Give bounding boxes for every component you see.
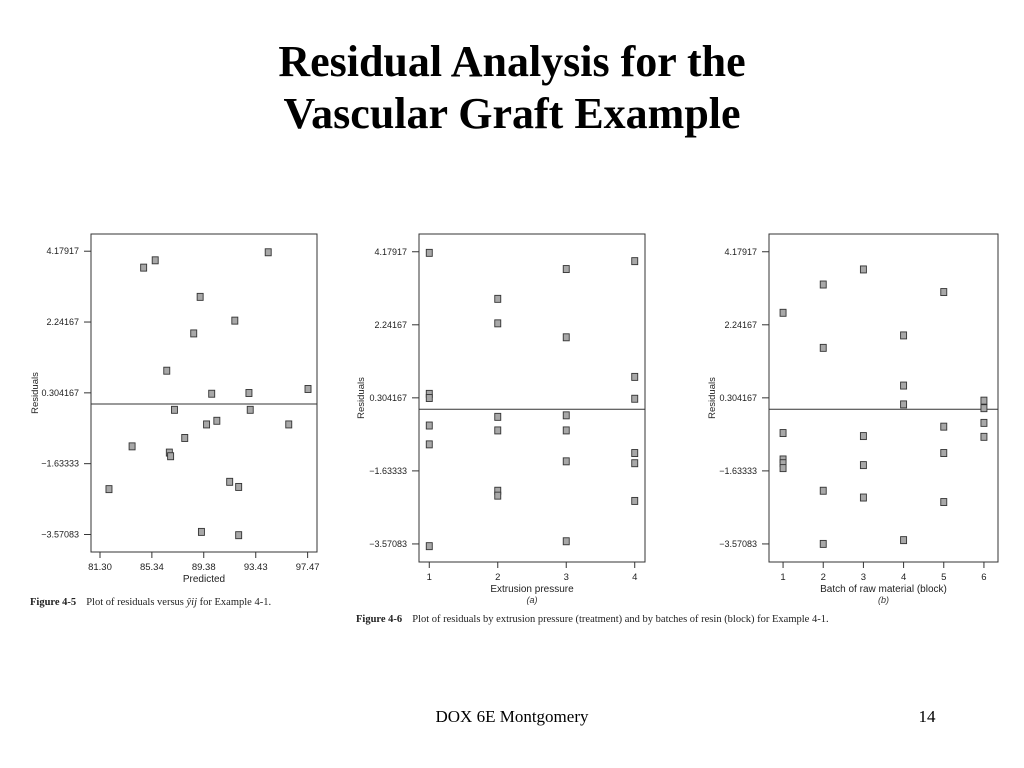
chart2-data-point [426,395,432,402]
chart3-y-tick-label: −3.57083 [719,538,757,549]
chart3-data-point [820,344,826,351]
chart1-data-point [168,453,174,460]
chart2-data-point [632,258,638,265]
chart3-data-point [901,332,907,339]
figure-4-5-label: Figure 4-5 [30,597,77,608]
chart3-data-point [860,266,866,273]
figure-4-5-text-before: Plot of residuals versus [86,597,187,608]
chart3-subcaption: (b) [878,595,889,605]
chart3-data-point [981,397,987,404]
chart2-y-axis-label: Residuals [356,377,367,419]
chart2-data-point [632,373,638,380]
chart1-x-tick-label: 89.38 [191,562,216,573]
chart1-x-axis-label: Predicted [182,574,226,585]
chart2-data-point [632,395,638,402]
chart2-data-point [563,412,569,419]
chart3-data-point [780,430,786,437]
chart1-data-point [232,317,238,324]
chart3-data-point [941,450,947,457]
chart1-x-tick-label: 93.43 [243,562,268,573]
chart3-data-point [860,462,866,469]
chart1-data-point [152,257,158,264]
title-line-2: Vascular Graft Example [283,89,741,138]
figure-4-6-label: Figure 4-6 [356,614,403,625]
figure-4-5-text-after: for Example 4-1. [197,597,272,608]
chart1-data-point [236,483,242,490]
chart3-y-axis-label: Residuals [707,377,718,419]
chart3-data-point [820,281,826,288]
chart1-y-tick-label: 0.304167 [41,387,79,398]
chart3-data-point [941,289,947,296]
chart3-y-tick-label: 2.24167 [724,319,757,330]
chart1-data-point [141,264,147,271]
chart2-frame [419,234,645,562]
chart2-data-point [563,538,569,545]
chart2-x-tick-label: 2 [495,572,501,583]
chart3-data-point [901,382,907,389]
chart3-data-point [981,419,987,426]
chart1-y-tick-label: 4.17917 [46,246,79,257]
chart2-data-point [632,450,638,457]
chart1-data-point [227,478,233,485]
chart3-data-point [860,433,866,440]
chart3-y-tick-label: −1.63333 [719,465,757,476]
chart1-data-point [204,421,210,428]
chart1-y-tick-label: −3.57083 [41,529,79,540]
chart2-y-tick-label: 4.17917 [374,246,407,257]
chart3-frame [769,234,998,562]
chart3-x-tick-label: 1 [780,572,786,583]
figure-4-6-caption [356,614,829,625]
chart1-y-tick-label: 2.24167 [46,317,79,328]
chart3-x-axis-label: Batch of raw material (block) [820,584,947,595]
chart3-x-tick-label: 6 [981,572,987,583]
chart3-data-point [981,433,987,440]
chart2-data-point [632,460,638,467]
chart2-subcaption: (a) [526,595,538,605]
chart3-y-tick-label: 0.304167 [719,392,757,403]
chart1-data-point [197,293,203,300]
chart2-y-tick-label: −3.57083 [369,538,407,549]
chart1-data-point [305,385,311,392]
chart1-y-axis-label: Residuals [30,372,41,414]
chart2-data-point [426,543,432,550]
chart1-data-point [164,367,170,374]
chart1-data-point [171,406,177,413]
chart1-frame [91,234,317,552]
chart2-data-point [495,295,501,302]
chart3-data-point [820,540,826,547]
chart3-data-point [780,309,786,316]
chart3-x-tick-label: 4 [900,572,907,583]
chart3-data-point [901,401,907,408]
figure-4-6-text: Plot of residuals by extrusion pressure (treatment) and by batches of resin (block) for Example 4-1. [412,614,829,625]
chart2-x-tick-label: 1 [426,572,432,583]
chart2-y-tick-label: 0.304167 [369,392,407,403]
chart1-y-tick-label: −1.63333 [41,458,79,469]
chart1-data-point [129,443,135,450]
chart2-data-point [563,266,569,273]
chart1-data-point [236,532,242,539]
chart2-data-point [495,492,501,499]
chart1-data-point [182,434,188,441]
chart2-data-point [563,427,569,434]
chart3-data-point [901,537,907,544]
chart2-data-point [495,413,501,420]
title-line-1: Residual Analysis for the [278,37,746,86]
chart3-y-tick-label: 4.17917 [724,246,757,257]
chart2-data-point [426,249,432,256]
chart3-data-point [780,465,786,472]
chart2-data-point [563,334,569,341]
chart2-x-tick-label: 3 [563,572,569,583]
chart1-data-point [214,417,220,424]
figure-4-5-symbol: ŷij [186,597,198,608]
chart3-data-point [941,499,947,506]
chart3-x-tick-label: 2 [820,572,826,583]
chart2-data-point [426,422,432,429]
chart2-data-point [426,441,432,448]
chart2-data-point [495,320,501,327]
chart1-data-point [247,406,253,413]
chart2-x-axis-label: Extrusion pressure [490,584,574,595]
chart3-data-point [860,494,866,501]
chart1-data-point [265,249,271,256]
figure-4-5-caption [30,597,271,608]
footer-text: DOX 6E Montgomery [435,707,589,726]
page-number: 14 [918,707,936,726]
chart3-data-point [820,487,826,494]
chart1-data-point [198,528,204,535]
chart3-x-tick-label: 5 [941,572,947,583]
chart1-x-tick-label: 97.47 [295,562,320,573]
chart1-data-point [106,486,112,493]
chart1-x-tick-label: 81.30 [88,562,112,573]
chart1-data-point [209,390,215,397]
chart2-x-tick-label: 4 [632,572,638,583]
chart2-y-tick-label: 2.24167 [374,319,407,330]
chart3-data-point [981,405,987,412]
chart2-data-point [563,458,569,465]
chart1-data-point [191,330,197,337]
chart2-data-point [495,427,501,434]
chart1-x-tick-label: 85.34 [139,562,164,573]
chart2-y-tick-label: −1.63333 [369,465,407,476]
chart3-data-point [941,423,947,430]
chart1-data-point [286,421,292,428]
chart3-x-tick-label: 3 [860,572,867,583]
chart2-data-point [632,497,638,504]
chart1-data-point [246,390,252,397]
